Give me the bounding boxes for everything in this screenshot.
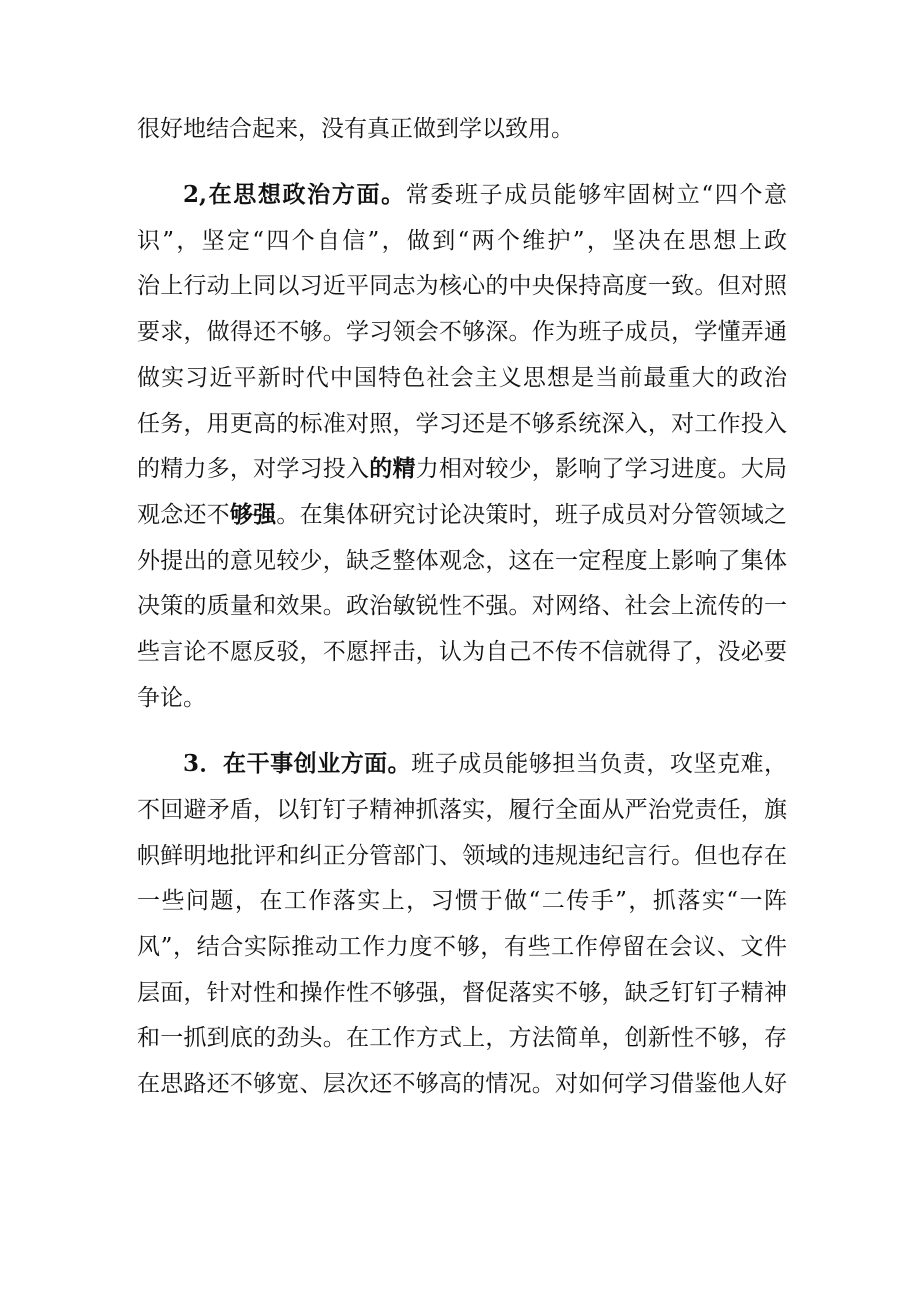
section-heading: 3．在干事创业方面。 <box>183 750 412 777</box>
text-run: 在思路还不够宽、层次还不够高的情况。对如何学习借鉴他人好 <box>137 1071 787 1097</box>
text-run: 要求，做得还不够。学习领会不够深。作为班子成员，学懂弄通 <box>137 319 787 345</box>
text-run: 观念还不 <box>137 502 230 528</box>
text-line <box>137 586 787 626</box>
text-run: 班子成员能够担当负责，攻坚克难， <box>411 751 787 777</box>
text-line <box>137 495 787 535</box>
text-line <box>137 1018 787 1058</box>
text-line <box>137 221 787 261</box>
text-line <box>137 1064 787 1104</box>
text-run: 外提出的意见较少，缺乏整体观念，这在一定程度上影响了集体 <box>137 548 787 574</box>
text-run: 。在集体研究讨论决策时，班子成员对分管领域之 <box>276 502 788 528</box>
text-run: 一些问题，在工作落实上，习惯于做“二传手”，抓落实“一阵 <box>137 888 787 914</box>
text-line <box>137 881 787 921</box>
text-run: 治上行动上同以习近平同志为核心的中央保持高度一致。但对照 <box>137 273 787 299</box>
text-line <box>137 541 787 581</box>
text-line <box>183 744 787 784</box>
text-line <box>137 404 787 444</box>
text-line <box>137 927 787 967</box>
text-run: 识”，坚定“四个自信”，做到“两个维护”，坚决在思想上政 <box>137 228 787 254</box>
text-run: 争论。 <box>137 685 206 711</box>
text-run: 和一抓到底的劲头。在工作方式上，方法简单，创新性不够，存 <box>137 1025 787 1051</box>
text-run: 不回避矛盾，以钉钉子精神抓落实，履行全面从严治党责任，旗 <box>137 797 787 823</box>
text-run: 任务，用更高的标准对照，学习还是不够系统深入，对工作投入 <box>137 411 787 437</box>
section-heading: 2,在思想政治方面。 <box>183 181 406 208</box>
text-run: 风”，结合实际推动工作力度不够，有些工作停留在会议、文件 <box>137 934 787 960</box>
text-run: 力相对较少，影响了学习进度。大局 <box>415 456 788 482</box>
text-run: 帜鲜明地批评和纠正分管部门、领域的违规违纪言行。但也存在 <box>137 843 787 869</box>
text-line <box>137 358 787 398</box>
text-run: 层面，针对性和操作性不够强，督促落实不够，缺乏钉钉子精神 <box>137 980 787 1006</box>
text-line <box>137 678 787 718</box>
text-line <box>137 312 787 352</box>
text-run: 些言论不愿反驳，不愿抨击，认为自己不传不信就得了，没必要 <box>137 639 787 665</box>
text-line <box>183 175 787 215</box>
text-line <box>137 973 787 1013</box>
text-line <box>137 632 787 672</box>
text-run: 的精力多，对学习投入 <box>137 456 370 482</box>
text-line <box>137 836 787 876</box>
text-line <box>137 790 787 830</box>
bold-run: 够强 <box>229 501 277 528</box>
bold-run: 的精 <box>369 455 416 482</box>
text-run: 很好地结合起来，没有真正做到学以致用。 <box>137 116 574 142</box>
text-line <box>137 109 787 149</box>
text-line <box>137 449 787 489</box>
text-line <box>137 266 787 306</box>
text-run: 做实习近平新时代中国特色社会主义思想是当前最重大的政治 <box>137 365 787 391</box>
text-run: 常委班子成员能够牢固树立“四个意 <box>405 182 787 208</box>
text-run: 决策的质量和效果。政治敏锐性不强。对网络、社会上流传的一 <box>137 593 787 619</box>
